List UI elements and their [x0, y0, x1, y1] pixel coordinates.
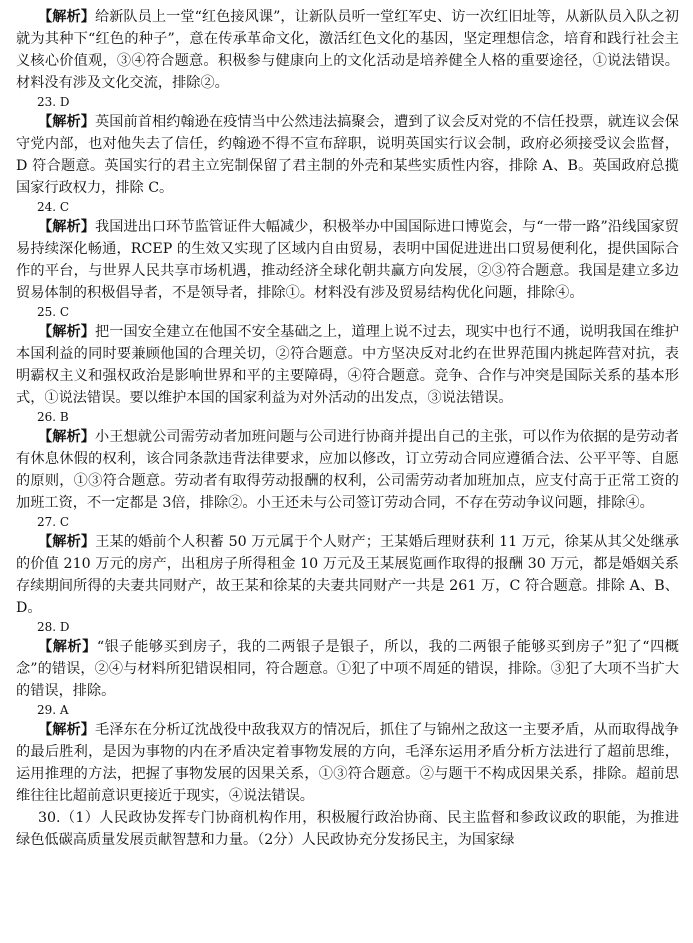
- answer-block-23: [16, 94, 679, 199]
- analysis-text: 英国前首相约翰逊在疫情当中公然违法搞聚会，遭到了议会反对党的不信任投票，就连议会保守党内部，也对他失去了信任，约翰逊不得不宣布辞职，说明英国实行议会制，政府必须接受议会监督，D 符合题意。英国实行的君主立宪制保留了君主制的外壳和某些实质性内容，排除 A、B。英国政府总揽国家行政权力，排除 C。: [16, 114, 679, 196]
- answer-block-27: [16, 514, 679, 619]
- answer-block-25: [16, 304, 679, 409]
- question-number: 25. C: [37, 305, 70, 319]
- answer-paragraph: [16, 636, 679, 702]
- answer-block-22: [16, 6, 679, 94]
- analysis-text: 王某的婚前个人积蓄 50 万元属于个人财产；王某婚后理财获利 11 万元，徐某从其父处继承的价值 210 万元的房产，出租房子所得租金 10 万元及王某展览画作取得的报酬 30 万元，都是婚姻关系存续期间所得的夫妻共同财产，故王某和徐某的夫妻共同财产一共是 261 万，C 符合题意。排除 A、B、D。: [16, 534, 679, 616]
- analysis-text: 把一国安全建立在他国不安全基础之上，道理上说不过去，现实中也行不通，说明我国在维护本国利益的同时要兼顾他国的合理关切，②符合题意。中方坚决反对北约在世界范围内挑起阵营对抗，表明霸权主义和强权政治是影响世界和平的主要障碍，④符合题意。竞争、合作与冲突是国际关系的基本形式，①说法错误。要以维护本国的国家利益为对外活动的出发点，③说法错误。: [16, 324, 679, 406]
- answer-block-26: [16, 409, 679, 514]
- analysis-text: 给新队员上一堂“红色接风课”，让新队员听一堂红军史、访一次红旧址等，从新队员入队之初就为其种下“红色的种子”，意在传承革命文化，激活红色文化的基因，坚定理想信念，培育和践行社会主义核心价值观，③④符合题意。积极参与健康向上的文化活动是培养健全人格的重要途径，①说法错误。材料没有涉及文化交流，排除②。: [16, 9, 679, 91]
- analysis-label: 【解析】: [38, 9, 95, 25]
- answer-paragraph: [16, 531, 679, 619]
- question-number: 29. A: [37, 703, 69, 717]
- question-number: 24. C: [37, 200, 70, 214]
- analysis-label: 【解析】: [38, 534, 96, 550]
- answer-paragraph: [16, 426, 679, 514]
- analysis-text: “银子能够买到房子，我的二两银子是银子，所以，我的二两银子能够买到房子”犯了“四概念”的错误，②④与材料所犯错误相同，符合题意。①犯了中项不周延的错误，排除。③犯了大项不当扩大的错误，排除。: [16, 639, 679, 699]
- analysis-label: 【解析】: [38, 324, 95, 340]
- analysis-text: 毛泽东在分析辽沈战役中敌我双方的情况后，抓住了与锦州之敌这一主要矛盾，从而取得战争的最后胜利，是因为事物的内在矛盾决定着事物发展的方向，毛泽东运用矛盾分析方法进行了超前思维，运用推理的方法，把握了事物发展的因果关系，①③符合题意。②与题干不构成因果关系，排除。超前思维往往比超前意识更接近于现实，④说法错误。: [16, 722, 679, 804]
- answer-paragraph: [16, 321, 679, 409]
- question-number: 28. D: [37, 620, 70, 634]
- answer-block-24: [16, 199, 679, 304]
- analysis-label: 【解析】: [38, 114, 95, 130]
- question-number: 23. D: [37, 95, 70, 109]
- analysis-label: 【解析】: [38, 429, 95, 445]
- analysis-label: 【解析】: [38, 639, 97, 655]
- question-number: 26. B: [37, 410, 69, 424]
- answer-paragraph: [16, 6, 679, 94]
- answer-block-28: [16, 619, 679, 702]
- answer-paragraph: [16, 216, 679, 304]
- analysis-text: 我国进出口环节监管证件大幅减少，积极举办中国国际进口博览会，与“一带一路”沿线国家贸易持续深化畅通，RCEP 的生效又实现了区域内自由贸易，表明中国促进进出口贸易便利化，提供国际合作的平台，与世界人民共享市场机遇，推动经济全球化朝共赢方向发展，②③符合题意。我国是建立多边贸易体制的积极倡导者，不是领导者，排除①。材料没有涉及贸易结构优化问题，排除④。: [16, 219, 679, 301]
- answer-block-29: [16, 702, 679, 807]
- answer-block-30: [16, 807, 679, 851]
- question-number: 27. C: [37, 515, 70, 529]
- analysis-label: 【解析】: [38, 219, 95, 235]
- answer-paragraph: [16, 807, 679, 851]
- analysis-text: 小王想就公司需劳动者加班问题与公司进行协商并提出自己的主张，可以作为依据的是劳动者有休息休假的权利，该合同条款违背法律要求，应加以修改，订立劳动合同应遵循合法、公平平等、自愿的原则，①③符合题意。劳动者有取得劳动报酬的权利，公司需劳动者加班加点，应支付高于正常工资的加班工资，不一定都是 3倍，排除②。小王还未与公司签订劳动合同，不存在劳动争议问题，排除④。: [16, 429, 679, 511]
- answer-paragraph: [16, 719, 679, 807]
- answer-paragraph: [16, 111, 679, 199]
- analysis-label: 【解析】: [38, 722, 95, 738]
- answer-text: 30.（1）人民政协发挥专门协商机构作用，积极履行政治协商、民主监督和参政议政的职能，为推进绿色低碳高质量发展贡献智慧和力量。（2分）人民政协充分发扬民主，为国家绿: [16, 810, 679, 848]
